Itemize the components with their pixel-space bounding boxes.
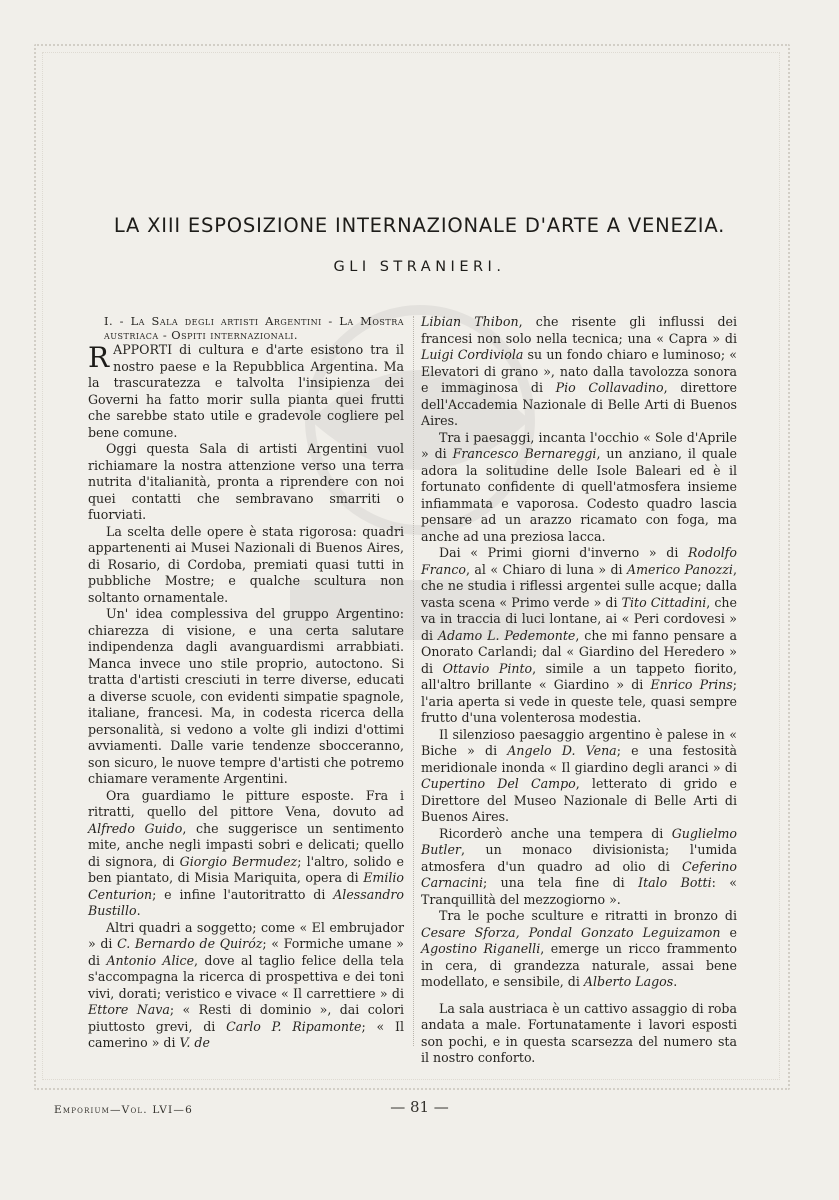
left-column: [88, 314, 404, 1052]
text-run: , che risente gli influssi dei francesi non solo nella tecnica; una « Capra » di: [421, 314, 737, 346]
text-run: e: [720, 924, 737, 940]
italic-name: Pio Collavadino: [555, 380, 664, 395]
text-run: Ricorderò anche una tempera di: [439, 825, 672, 841]
italic-name: Giorgio Bermudez: [179, 853, 298, 869]
italic-name: Angelo D. Vena: [507, 743, 617, 758]
italic-name: Rodolfo Franco: [421, 545, 737, 577]
italic-name: Alessandro Bustillo: [88, 886, 404, 918]
text-run: , al « Chiaro di luna » di: [466, 561, 627, 577]
right-column: [421, 314, 737, 1067]
text-run: ; e infine l'autoritratto di: [152, 886, 334, 902]
text-run: .: [136, 903, 141, 918]
italic-name: Alberto Lagos: [583, 974, 674, 989]
column-divider: [413, 316, 414, 1046]
italic-name: Emilio Centurion: [88, 870, 404, 902]
paragraph-8: [421, 430, 737, 546]
italic-name: Guglielmo Butler: [421, 825, 737, 857]
italic-name: Antonio Alice: [106, 952, 195, 968]
paragraph-7: [421, 314, 737, 430]
text-run: ; « Il camerino » di: [88, 1018, 404, 1050]
text-run: , letterato di grido e Direttore del Museo Nazionale di Belle Arti di Buenos Aires.: [421, 776, 737, 824]
italic-name: Italo Botti: [638, 875, 712, 890]
italic-name: Alfredo Guido: [88, 820, 183, 836]
paragraph-10: [421, 727, 737, 826]
text-run: , simile a un tappeto fiorito, all'altro brillante « Giardino » di: [421, 660, 737, 692]
text-run: Tra i paesaggi, incanta l'occhio « Sole d'Aprile » di: [421, 429, 737, 461]
text-run: , un anziano, il quale adora la solitudine delle Isole Baleari ed è il fortunato confidente di quell'atmosfera insieme infiammata e vaporosa. Codesto quadro lascia pensare ad un arazzo ricamato con foga, ma anche ad una preziosa lacca.: [421, 446, 737, 544]
page-number: — 81 —: [390, 1098, 449, 1116]
article-title: LA XIII ESPOSIZIONE INTERNAZIONALE D'ARTE A VENEZIA.: [113, 214, 726, 237]
italic-name: Luigi Cordiviola: [421, 347, 524, 362]
paragraph-6: [88, 920, 404, 1052]
text-run: ; una tela fine di: [483, 875, 639, 890]
text-run: Il silenzioso paesaggio argentino è palese in « Biche » di: [421, 726, 737, 758]
text-run: ; l'aria aperta si vede in queste tele, quasi sempre frutto d'una volenterosa modestia.: [421, 677, 737, 725]
italic-name: Agostino Riganelli: [421, 941, 541, 956]
article-subtitle: GLI STRANIERI.: [333, 259, 506, 275]
text-run: Tra le poche sculture e ritratti in bronzo di: [439, 908, 737, 923]
italic-name: Carlo P. Ripamonte: [226, 1018, 362, 1034]
paragraph-11: [421, 826, 737, 909]
paragraph-4: Un' idea complessiva del gruppo Argentino: chiarezza di visione, e una certa salutare indipendenza dagli avanguardismi arrabbiati. Manca invece uno stile proprio, autoctono. Si tratta d'artisti cresciuti in terre diverse, educati a diverse scuole, con evidenti simpatie spagnole, italiane, francesi. Ma, in codesta ricerca della personalità, si vedono a volte gli indizi d'ottimi avviamenti. Dalle varie tendenze sbocceranno, son sicuro, le nuove tempre d'artisti che potremo chiamare veramente Argentini.: [88, 606, 404, 786]
text-run: su un fondo chiaro e luminoso; « Elevatori di grano », nato dalla tavolozza sonora e immaginosa di: [421, 347, 737, 395]
paragraph-3: La scelta delle opere è stata rigorosa: quadri appartenenti ai Musei Nazionali di Buenos Aires, di Rosario, di Cordoba, premiati quasi tutti in pubbliche Mostre; e qualche scultura non soltanto ornamentale.: [88, 523, 404, 605]
italic-name: Cupertino Del Campo: [421, 776, 576, 791]
italic-name: Adamo L. Pedemonte: [438, 627, 576, 643]
paragraph-1: [88, 342, 404, 441]
italic-name: Francesco Bernareggi: [452, 446, 597, 461]
text-run: , emerge un ricco frammento in cera, di grandezza naturale, assai bene modellato, e sensibile, di: [421, 941, 737, 989]
paragraph-5: [88, 788, 404, 920]
italic-name: Cesare Sforza, Pondal Gonzato Leguizamon: [421, 924, 721, 940]
paragraph-2: Oggi questa Sala di artisti Argentini vuol richiamare la nostra attenzione verso una terra nutrita d'italianità, pronta a riprendere con noi quei contatti che sembravano smarriti o fuorviati.: [88, 441, 404, 522]
section-heading: I. - La Sala degli artisti Argentini - La Mostra austriaca - Ospiti internazionali.: [104, 314, 404, 342]
text-run: ; l'altro, solido e ben piantato, di Misia Mariquita, opera di: [88, 853, 405, 885]
italic-name: Tito Cittadini: [621, 594, 707, 610]
text-run: , che mi fanno pensare a Onorato Carlandi; dal « Giardino del Heredero » di: [421, 627, 737, 676]
paragraph-1-text: APPORTI di cultura e d'arte esistono tra il nostro paese e la Repubblica Argentina. Ma la trascuratezza e talvolta l'insipienza dei Governi ha fatto morir sulla pianta quei frutti che sarebbe stato utile e gradevole cogliere pel bene comune.: [88, 342, 404, 440]
text-run: , che ne studia i riflessi argentei sulle acque; dalla vasta scena « Primo verde » di: [421, 561, 737, 610]
paragraph-12: [421, 908, 737, 991]
text-run: : « Tranquillità del mezzogiorno ».: [421, 875, 738, 907]
text-run: ; « Formiche umane » di: [88, 936, 404, 968]
italic-name: Ceferino Carnacini: [421, 858, 737, 890]
journal-volume: Emporium—Vol. LVI—6: [54, 1104, 193, 1116]
italic-name: V. de: [179, 1035, 210, 1050]
text-run: , che suggerisce un sentimento mite, anche negli impasti sobri e delicati; quello di signora, di: [88, 820, 404, 869]
text-run: Dai « Primi giorni d'inverno » di: [439, 545, 689, 560]
text-run: ; « Resti di dominio », dai colori piuttosto grevi, di: [88, 1002, 404, 1034]
italic-name: Libian Thibon: [421, 314, 519, 329]
italic-name: Americo Panozzi: [626, 561, 733, 577]
text-run: Ora guardiamo le pitture esposte. Fra i ritratti, quello del pittore Vena, dovuto ad: [88, 787, 404, 819]
italic-name: Ottavio Pinto: [442, 660, 533, 676]
paragraph-13: La sala austriaca è un cattivo assaggio di roba andata a male. Fortunatamente i lavori esposti son pochi, e in questa scarsezza del numero sta il nostro conforto.: [421, 1000, 737, 1065]
text-run: , direttore dell'Accademia Nazionale di Belle Arti di Buenos Aires.: [421, 380, 737, 428]
text-run: ; e una festosità meridionale inonda « Il giardino degli aranci » di: [421, 743, 737, 775]
italic-name: Enrico Prins: [650, 677, 733, 692]
text-run: Altri quadri a soggetto; come « El embrujador » di: [88, 919, 404, 951]
italic-name: C. Bernardo de Quiróz: [117, 936, 263, 951]
text-run: , un monaco divisionista; l'umida atmosfera d'un quadro ad olio di: [421, 842, 737, 874]
paragraph-9: [421, 545, 737, 727]
drop-cap: R: [88, 341, 110, 374]
text-run: , dove al taglio felice della tela s'accompagna la ricerca di prospettiva e dei toni vivi, dorati; veristico e vivace « Il carrettiere » di: [88, 952, 405, 1001]
text-run: , che va in traccia di luci lontane, ai « Peri cordovesi » di: [421, 594, 737, 643]
text-run: .: [673, 974, 678, 989]
italic-name: Ettore Nava: [88, 1002, 170, 1017]
